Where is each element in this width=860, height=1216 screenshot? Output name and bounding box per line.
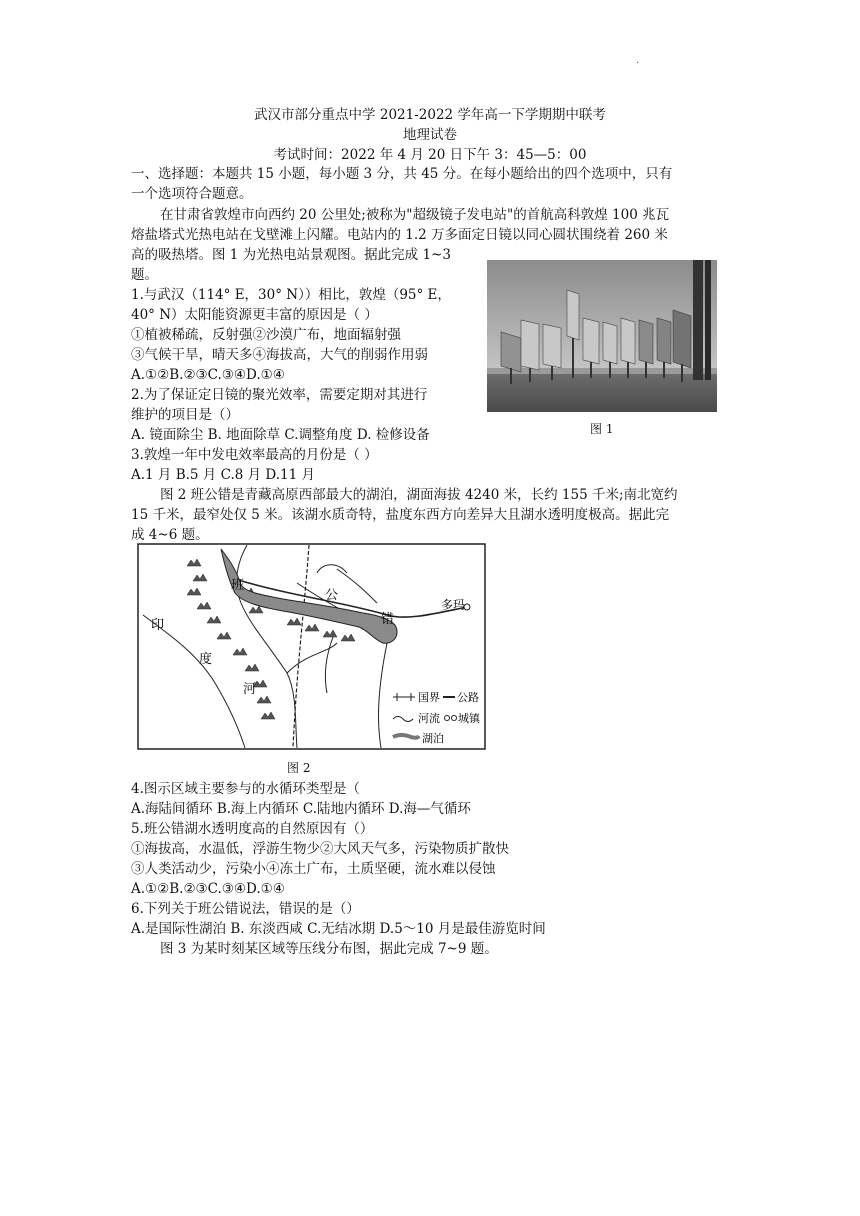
figure-1-caption: 图 1 (590, 422, 614, 436)
question-5: 5.班公错湖水透明度高的自然原因有（） (131, 821, 374, 837)
question-6-options: A.是国际性湖泊 B. 东淡西咸 C.无结冰期 D.5～10 月是最佳游览时间 (131, 921, 546, 937)
question-3: 3.敦煌一年中发电效率最高的月份是（ ） (131, 447, 378, 463)
question-5-options: A.①②B.②③C.③④D.①④ (131, 881, 285, 897)
exam-subject: 地理试卷 (403, 127, 457, 143)
question-2: 2.为了保证定日镜的聚光效率，需要定期对其进行 (131, 387, 428, 403)
svg-text:湖泊: 湖泊 (422, 732, 444, 745)
svg-text:城镇: 城镇 (458, 712, 480, 725)
question-1-options: A.①②B.②③C.③④D.①④ (131, 367, 285, 383)
label-du: 度 (199, 652, 213, 667)
svg-text:公路: 公路 (457, 691, 479, 704)
label-cuo: 错 (381, 612, 395, 627)
label-yin: 印 (151, 618, 165, 633)
question-2-cont: 维护的项目是（） (131, 407, 239, 423)
question-4-options: A.海陆间循环 B.海上内循环 C.陆地内循环 D.海—气循环 (131, 801, 471, 817)
section-heading: 一、选择题：本题共 15 小题，每小题 3 分，共 45 分。在每小题给出的四个选项中，只有 (131, 166, 673, 182)
exam-time: 考试时间：2022 年 4 月 20 日下午 3：45—5：00 (273, 147, 587, 163)
label-gong: 公 (325, 588, 339, 603)
bangong-lake-map (137, 543, 486, 750)
passage-1-line: 在甘肃省敦煌市向西约 20 公里处;被称为"超级镜子发电站"的首航高科敦煌 100 兆瓦 (160, 207, 670, 223)
question-5-statement: ①海拔高，水温低，浮游生物少②大风天气多，污染物质扩散快 (131, 841, 509, 857)
section-heading-cont: 一个选项符合题意。 (131, 186, 253, 202)
passage-1-line: 高的吸热塔。图 1 为光热电站景观图。据此完成 1~3 (131, 247, 451, 263)
question-5-statement: ③人类活动少，污染小④冻土广布，土质坚硬，流水难以侵蚀 (131, 861, 496, 877)
passage-2-line: 图 2 班公错是青藏高原西部最大的湖泊，湖面海拔 4240 米，长约 155 千米;南北宽约 (160, 487, 678, 503)
svg-text:河流: 河流 (418, 712, 440, 725)
passage-1-line: 熔盐塔式光热电站在戈壁滩上闪耀。电站内的 1.2 万多面定日镜以同心圆状围绕着 260 米 (131, 227, 668, 243)
passage-2-line: 成 4~6 题。 (131, 527, 209, 543)
question-1-statement: ③气候干旱，晴天多④海拔高，大气的削弱作用弱 (131, 347, 428, 363)
question-1-statement: ①植被稀疏，反射强②沙漠广布，地面辐射强 (131, 327, 401, 343)
label-ban: 班 (231, 578, 245, 593)
question-1: 1.与武汉（114° E，30° N））相比，敦煌（95° E， (131, 287, 451, 303)
question-1-cont: 40° N）太阳能资源更丰富的原因是（ ） (131, 307, 378, 323)
label-he: 河 (243, 682, 257, 697)
question-3-options: A.1 月 B.5 月 C.8 月 D.11 月 (131, 467, 316, 483)
exam-title: 武汉市部分重点中学 2021-2022 学年高一下学期期中联考 (254, 107, 606, 123)
question-6: 6.下列关于班公错说法，错误的是（） (131, 901, 360, 917)
passage-2-line: 15 千米，最窄处仅 5 米。该湖水质奇特，盐度东西方向差异大且湖水透明度极高。据此完 (131, 507, 670, 523)
page-mark: · (636, 58, 640, 69)
solar-plant-photo (487, 260, 717, 412)
passage-1-line: 题。 (131, 267, 158, 283)
figure-2-caption: 图 2 (287, 761, 311, 775)
passage-3-line: 图 3 为某时刻某区域等压线分布图，据此完成 7~9 题。 (160, 941, 498, 957)
question-4: 4.图示区域主要参与的水循环类型是（ (131, 781, 360, 797)
question-2-options: A. 镜面除尘 B. 地面除草 C.调整角度 D. 检修设备 (131, 427, 430, 443)
svg-text:国界: 国界 (418, 691, 440, 704)
label-duoma: 多玛 (441, 598, 466, 612)
